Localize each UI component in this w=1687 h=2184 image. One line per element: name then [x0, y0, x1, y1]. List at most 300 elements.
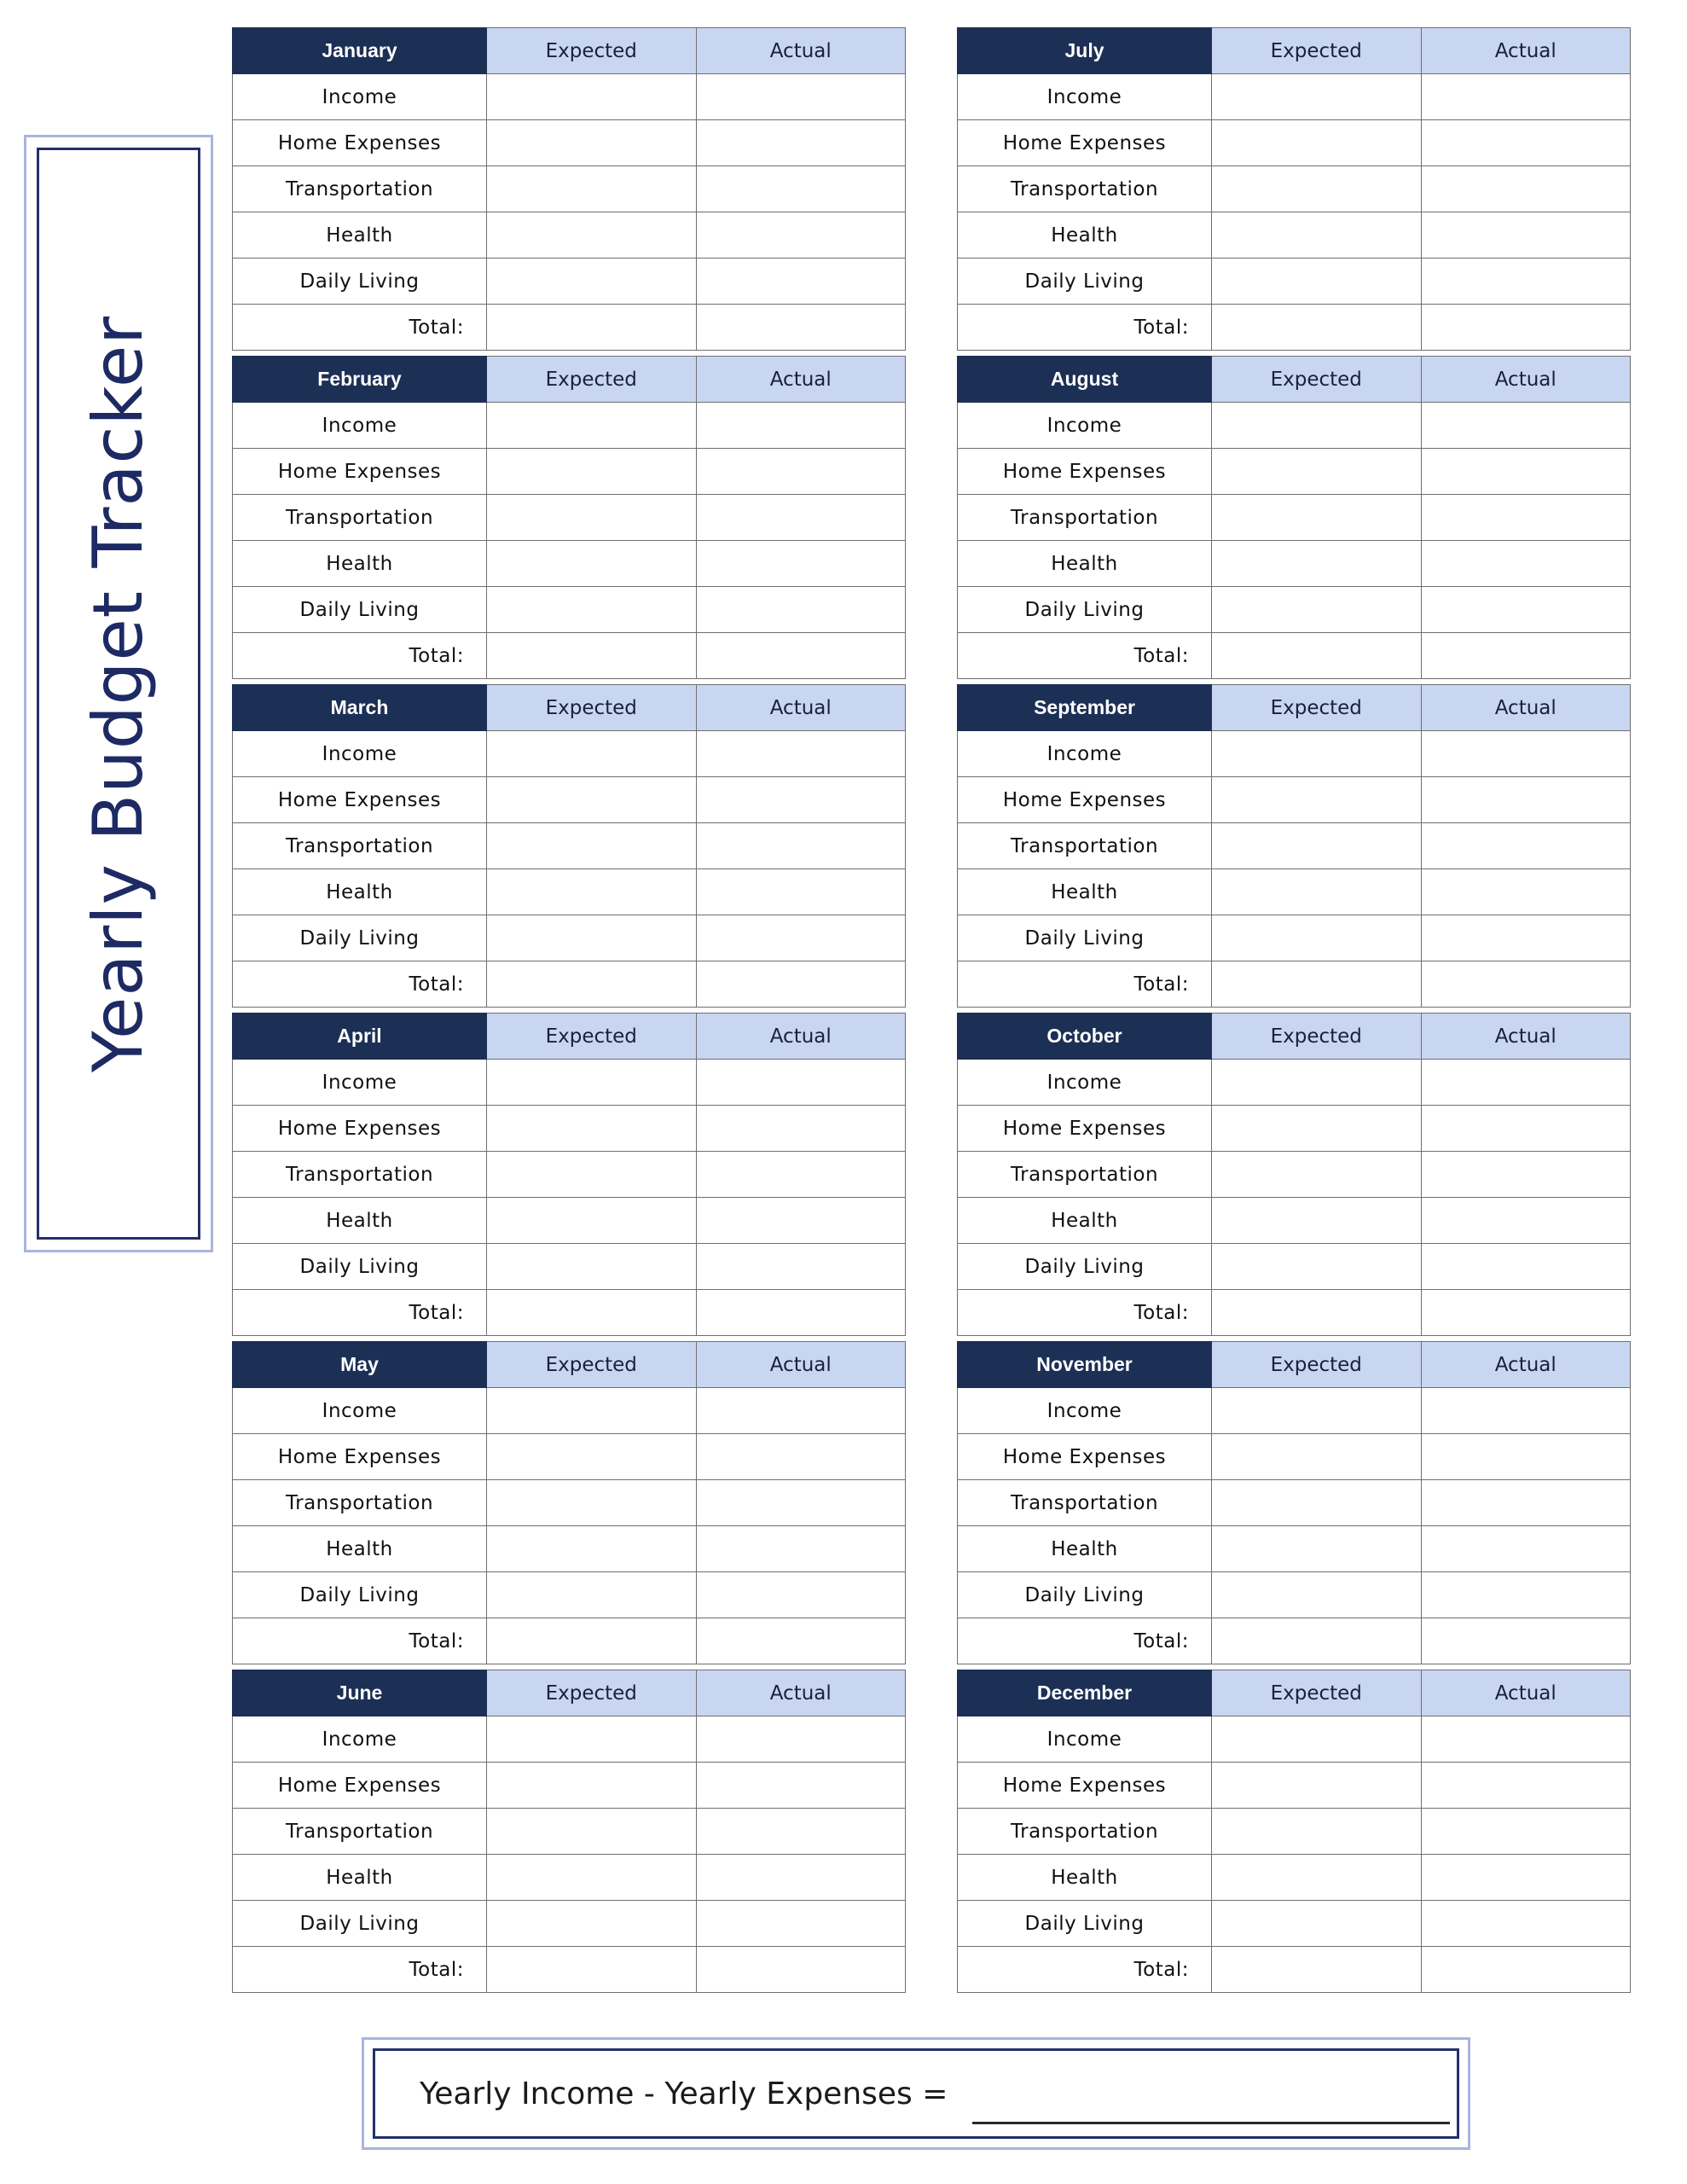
month-header-row: [233, 685, 906, 731]
table-row: [958, 1716, 1631, 1763]
table-row: [958, 166, 1631, 212]
category-label: Home Expenses: [958, 1106, 1212, 1152]
table-row: [233, 1809, 906, 1855]
table-row: [958, 1809, 1631, 1855]
expected-value-cell[interactable]: [1212, 1947, 1422, 1993]
actual-value-cell[interactable]: [696, 1572, 906, 1618]
category-label: Daily Living: [233, 1901, 487, 1947]
category-label: Home Expenses: [958, 1763, 1212, 1809]
expected-value-cell[interactable]: [487, 1152, 697, 1198]
actual-value-cell[interactable]: [696, 1716, 906, 1763]
expected-value-cell[interactable]: [487, 1060, 697, 1106]
actual-value-cell[interactable]: [1421, 1716, 1631, 1763]
expected-column-header: Expected: [1212, 1670, 1422, 1716]
yearly-summary-box: [362, 2037, 1470, 2150]
expected-value-cell[interactable]: [1212, 541, 1422, 587]
category-label: Total:: [958, 1618, 1212, 1664]
actual-column-header: Actual: [1421, 1670, 1631, 1716]
category-label: Health: [958, 212, 1212, 258]
table-row: [233, 1152, 906, 1198]
actual-column-header: Actual: [696, 28, 906, 74]
expected-value-cell[interactable]: [1212, 166, 1422, 212]
expected-value-cell[interactable]: [487, 1106, 697, 1152]
actual-value-cell[interactable]: [696, 166, 906, 212]
category-label: Transportation: [233, 1809, 487, 1855]
expected-value-cell[interactable]: [487, 305, 697, 351]
category-label: Income: [958, 731, 1212, 777]
table-row: [233, 777, 906, 823]
expected-value-cell[interactable]: [1212, 1388, 1422, 1434]
month-table: [957, 1013, 1631, 1336]
actual-value-cell[interactable]: [1421, 1763, 1631, 1809]
actual-value-cell[interactable]: [1421, 166, 1631, 212]
table-row: [233, 305, 906, 351]
expected-value-cell[interactable]: [487, 1434, 697, 1480]
table-row: [233, 1480, 906, 1526]
category-label: Income: [233, 731, 487, 777]
expected-column-header: Expected: [1212, 685, 1422, 731]
month-table: [232, 1670, 906, 1993]
actual-column-header: Actual: [1421, 685, 1631, 731]
actual-value-cell[interactable]: [1421, 915, 1631, 961]
category-label: Daily Living: [233, 1244, 487, 1290]
expected-value-cell[interactable]: [1212, 869, 1422, 915]
actual-value-cell[interactable]: [696, 1198, 906, 1244]
expected-value-cell[interactable]: [1212, 403, 1422, 449]
yearly-summary-formula: Yearly Income - Yearly Expenses =: [420, 2076, 948, 2111]
category-label: Home Expenses: [233, 1434, 487, 1480]
expected-value-cell[interactable]: [487, 1572, 697, 1618]
actual-column-header: Actual: [696, 685, 906, 731]
actual-value-cell[interactable]: [696, 1480, 906, 1526]
actual-value-cell[interactable]: [1421, 258, 1631, 305]
expected-value-cell[interactable]: [487, 961, 697, 1008]
actual-value-cell[interactable]: [1421, 74, 1631, 120]
expected-value-cell[interactable]: [1212, 449, 1422, 495]
expected-value-cell[interactable]: [1212, 823, 1422, 869]
month-name-cell: December: [958, 1670, 1212, 1716]
category-label: Health: [958, 1855, 1212, 1901]
category-label: Health: [233, 212, 487, 258]
expected-value-cell[interactable]: [487, 449, 697, 495]
category-label: Income: [233, 1060, 487, 1106]
category-label: Total:: [958, 633, 1212, 679]
actual-value-cell[interactable]: [696, 74, 906, 120]
month-name-cell: August: [958, 357, 1212, 403]
month-table: [232, 1013, 906, 1336]
table-row: [958, 1152, 1631, 1198]
month-header-row: [958, 685, 1631, 731]
category-label: Transportation: [958, 823, 1212, 869]
actual-value-cell[interactable]: [1421, 1947, 1631, 1993]
expected-value-cell[interactable]: [1212, 212, 1422, 258]
expected-value-cell[interactable]: [1212, 1290, 1422, 1336]
actual-value-cell[interactable]: [696, 1526, 906, 1572]
category-label: Transportation: [958, 495, 1212, 541]
month-table: [957, 27, 1631, 351]
category-label: Transportation: [233, 495, 487, 541]
actual-value-cell[interactable]: [1421, 1901, 1631, 1947]
expected-value-cell[interactable]: [487, 731, 697, 777]
expected-value-cell[interactable]: [487, 1809, 697, 1855]
expected-value-cell[interactable]: [487, 1947, 697, 1993]
category-label: Daily Living: [233, 1572, 487, 1618]
category-label: Health: [958, 869, 1212, 915]
title-banner: [24, 135, 213, 1252]
table-row: [958, 731, 1631, 777]
expected-value-cell[interactable]: [487, 777, 697, 823]
expected-value-cell[interactable]: [1212, 1198, 1422, 1244]
month-table: [232, 1341, 906, 1664]
category-label: Transportation: [958, 166, 1212, 212]
actual-value-cell[interactable]: [696, 120, 906, 166]
expected-value-cell[interactable]: [1212, 587, 1422, 633]
expected-value-cell[interactable]: [1212, 633, 1422, 679]
month-header-row: [233, 28, 906, 74]
expected-value-cell[interactable]: [1212, 1244, 1422, 1290]
table-row: [958, 1106, 1631, 1152]
category-label: Transportation: [233, 166, 487, 212]
expected-column-header: Expected: [1212, 1342, 1422, 1388]
expected-value-cell[interactable]: [487, 1244, 697, 1290]
actual-value-cell[interactable]: [696, 1809, 906, 1855]
actual-value-cell[interactable]: [696, 212, 906, 258]
actual-value-cell[interactable]: [1421, 869, 1631, 915]
actual-value-cell[interactable]: [696, 1152, 906, 1198]
table-row: [233, 587, 906, 633]
expected-value-cell[interactable]: [1212, 1434, 1422, 1480]
actual-value-cell[interactable]: [1421, 1526, 1631, 1572]
month-name-cell: July: [958, 28, 1212, 74]
month-header-row: [958, 1670, 1631, 1716]
expected-column-header: Expected: [487, 1670, 697, 1716]
actual-value-cell[interactable]: [696, 823, 906, 869]
expected-value-cell[interactable]: [1212, 731, 1422, 777]
month-name-cell: April: [233, 1014, 487, 1060]
table-row: [233, 1716, 906, 1763]
table-row: [958, 1388, 1631, 1434]
table-row: [233, 1244, 906, 1290]
expected-value-cell[interactable]: [1212, 777, 1422, 823]
expected-value-cell[interactable]: [1212, 1572, 1422, 1618]
category-label: Income: [233, 403, 487, 449]
table-row: [958, 495, 1631, 541]
table-row: [958, 777, 1631, 823]
expected-value-cell[interactable]: [487, 1618, 697, 1664]
month-name-cell: November: [958, 1342, 1212, 1388]
actual-value-cell[interactable]: [1421, 823, 1631, 869]
actual-value-cell[interactable]: [1421, 541, 1631, 587]
actual-column-header: Actual: [696, 1670, 906, 1716]
month-table: [232, 684, 906, 1008]
actual-column-header: Actual: [1421, 357, 1631, 403]
expected-value-cell[interactable]: [1212, 258, 1422, 305]
expected-value-cell[interactable]: [487, 120, 697, 166]
table-row: [958, 449, 1631, 495]
actual-value-cell[interactable]: [1421, 633, 1631, 679]
table-row: [233, 1901, 906, 1947]
actual-value-cell[interactable]: [1421, 1198, 1631, 1244]
table-row: [958, 403, 1631, 449]
month-table: [232, 356, 906, 679]
category-label: Total:: [233, 1618, 487, 1664]
expected-value-cell[interactable]: [487, 587, 697, 633]
category-label: Total:: [233, 961, 487, 1008]
category-label: Health: [233, 869, 487, 915]
category-label: Income: [233, 74, 487, 120]
expected-value-cell[interactable]: [1212, 915, 1422, 961]
expected-value-cell[interactable]: [487, 74, 697, 120]
table-row: [958, 120, 1631, 166]
month-header-row: [233, 1342, 906, 1388]
actual-value-cell[interactable]: [696, 1060, 906, 1106]
expected-column-header: Expected: [487, 28, 697, 74]
actual-value-cell[interactable]: [696, 587, 906, 633]
actual-value-cell[interactable]: [1421, 1434, 1631, 1480]
table-row: [958, 1434, 1631, 1480]
expected-value-cell[interactable]: [1212, 120, 1422, 166]
actual-value-cell[interactable]: [696, 633, 906, 679]
expected-value-cell[interactable]: [1212, 1526, 1422, 1572]
actual-value-cell[interactable]: [696, 1901, 906, 1947]
table-row: [233, 120, 906, 166]
month-header-row: [233, 1670, 906, 1716]
actual-value-cell[interactable]: [1421, 212, 1631, 258]
expected-value-cell[interactable]: [487, 541, 697, 587]
category-label: Health: [958, 541, 1212, 587]
table-row: [958, 1480, 1631, 1526]
category-label: Total:: [958, 1290, 1212, 1336]
month-table-column-right: [957, 27, 1631, 1993]
actual-value-cell[interactable]: [696, 961, 906, 1008]
actual-column-header: Actual: [696, 357, 906, 403]
actual-value-cell[interactable]: [696, 403, 906, 449]
actual-value-cell[interactable]: [1421, 1480, 1631, 1526]
category-label: Daily Living: [233, 915, 487, 961]
table-row: [958, 1244, 1631, 1290]
expected-value-cell[interactable]: [487, 1526, 697, 1572]
category-label: Income: [233, 1716, 487, 1763]
category-label: Total:: [233, 1947, 487, 1993]
actual-value-cell[interactable]: [1421, 1855, 1631, 1901]
category-label: Home Expenses: [958, 1434, 1212, 1480]
actual-value-cell[interactable]: [1421, 1244, 1631, 1290]
category-label: Income: [958, 74, 1212, 120]
actual-value-cell[interactable]: [1421, 1290, 1631, 1336]
expected-value-cell[interactable]: [487, 1763, 697, 1809]
category-label: Health: [233, 1855, 487, 1901]
actual-value-cell[interactable]: [696, 777, 906, 823]
actual-value-cell[interactable]: [1421, 587, 1631, 633]
category-label: Home Expenses: [233, 120, 487, 166]
month-header-row: [233, 1014, 906, 1060]
table-row: [233, 1060, 906, 1106]
month-header-row: [233, 357, 906, 403]
actual-value-cell[interactable]: [696, 541, 906, 587]
table-row: [958, 1060, 1631, 1106]
category-label: Transportation: [958, 1480, 1212, 1526]
actual-value-cell[interactable]: [1421, 1388, 1631, 1434]
actual-value-cell[interactable]: [1421, 120, 1631, 166]
expected-value-cell[interactable]: [487, 1855, 697, 1901]
table-row: [233, 1290, 906, 1336]
actual-value-cell[interactable]: [696, 1947, 906, 1993]
table-row: [233, 1106, 906, 1152]
category-label: Income: [958, 403, 1212, 449]
actual-value-cell[interactable]: [1421, 403, 1631, 449]
expected-value-cell[interactable]: [1212, 1152, 1422, 1198]
actual-value-cell[interactable]: [696, 495, 906, 541]
month-name-cell: March: [233, 685, 487, 731]
table-row: [958, 1618, 1631, 1664]
actual-value-cell[interactable]: [696, 869, 906, 915]
expected-value-cell[interactable]: [1212, 1809, 1422, 1855]
category-label: Daily Living: [958, 1901, 1212, 1947]
month-header-row: [958, 1342, 1631, 1388]
category-label: Home Expenses: [233, 1106, 487, 1152]
actual-value-cell[interactable]: [696, 1618, 906, 1664]
yearly-summary-answer-line[interactable]: [972, 2122, 1450, 2124]
actual-value-cell[interactable]: [1421, 449, 1631, 495]
expected-value-cell[interactable]: [487, 1290, 697, 1336]
actual-value-cell[interactable]: [1421, 1152, 1631, 1198]
expected-value-cell[interactable]: [1212, 1716, 1422, 1763]
actual-value-cell[interactable]: [696, 1855, 906, 1901]
expected-value-cell[interactable]: [487, 1480, 697, 1526]
table-row: [958, 1855, 1631, 1901]
expected-value-cell[interactable]: [487, 1388, 697, 1434]
month-table: [957, 1341, 1631, 1664]
table-row: [958, 1901, 1631, 1947]
category-label: Income: [233, 1388, 487, 1434]
table-row: [233, 915, 906, 961]
expected-value-cell[interactable]: [487, 915, 697, 961]
expected-value-cell[interactable]: [487, 869, 697, 915]
actual-value-cell[interactable]: [696, 1106, 906, 1152]
actual-value-cell[interactable]: [696, 305, 906, 351]
table-row: [958, 1572, 1631, 1618]
category-label: Home Expenses: [958, 777, 1212, 823]
category-label: Health: [958, 1526, 1212, 1572]
category-label: Daily Living: [233, 587, 487, 633]
actual-value-cell[interactable]: [696, 1244, 906, 1290]
expected-column-header: Expected: [487, 1014, 697, 1060]
expected-column-header: Expected: [1212, 28, 1422, 74]
table-row: [233, 495, 906, 541]
expected-value-cell[interactable]: [487, 166, 697, 212]
actual-value-cell[interactable]: [696, 1290, 906, 1336]
expected-value-cell[interactable]: [487, 212, 697, 258]
table-row: [233, 823, 906, 869]
expected-value-cell[interactable]: [487, 823, 697, 869]
table-row: [958, 869, 1631, 915]
expected-value-cell[interactable]: [487, 1716, 697, 1763]
table-row: [233, 1855, 906, 1901]
actual-value-cell[interactable]: [1421, 961, 1631, 1008]
actual-value-cell[interactable]: [1421, 495, 1631, 541]
table-row: [958, 823, 1631, 869]
actual-value-cell[interactable]: [696, 915, 906, 961]
actual-value-cell[interactable]: [1421, 731, 1631, 777]
actual-value-cell[interactable]: [1421, 1809, 1631, 1855]
table-row: [958, 1947, 1631, 1993]
expected-value-cell[interactable]: [1212, 1480, 1422, 1526]
table-row: [233, 258, 906, 305]
expected-value-cell[interactable]: [1212, 1106, 1422, 1152]
table-row: [958, 305, 1631, 351]
actual-value-cell[interactable]: [1421, 777, 1631, 823]
actual-value-cell[interactable]: [696, 1434, 906, 1480]
expected-value-cell[interactable]: [487, 495, 697, 541]
table-row: [233, 1618, 906, 1664]
expected-column-header: Expected: [487, 685, 697, 731]
yearly-summary-frame: [373, 2048, 1459, 2139]
category-label: Transportation: [958, 1152, 1212, 1198]
table-row: [958, 1763, 1631, 1809]
expected-value-cell[interactable]: [487, 403, 697, 449]
table-row: [233, 961, 906, 1008]
actual-value-cell[interactable]: [1421, 1060, 1631, 1106]
actual-value-cell[interactable]: [696, 449, 906, 495]
month-header-row: [958, 1014, 1631, 1060]
actual-column-header: Actual: [696, 1342, 906, 1388]
table-row: [958, 1198, 1631, 1244]
actual-value-cell[interactable]: [696, 1388, 906, 1434]
category-label: Home Expenses: [233, 449, 487, 495]
table-row: [958, 587, 1631, 633]
expected-value-cell[interactable]: [1212, 1618, 1422, 1664]
actual-value-cell[interactable]: [696, 731, 906, 777]
category-label: Home Expenses: [958, 449, 1212, 495]
category-label: Total:: [958, 1947, 1212, 1993]
month-name-cell: September: [958, 685, 1212, 731]
actual-column-header: Actual: [1421, 1014, 1631, 1060]
table-row: [958, 1526, 1631, 1572]
actual-value-cell[interactable]: [1421, 1572, 1631, 1618]
expected-value-cell[interactable]: [487, 258, 697, 305]
actual-value-cell[interactable]: [696, 1763, 906, 1809]
category-label: Daily Living: [958, 258, 1212, 305]
table-row: [958, 212, 1631, 258]
month-name-cell: October: [958, 1014, 1212, 1060]
table-row: [233, 541, 906, 587]
actual-value-cell[interactable]: [696, 258, 906, 305]
actual-value-cell[interactable]: [1421, 1106, 1631, 1152]
expected-value-cell[interactable]: [1212, 74, 1422, 120]
expected-value-cell[interactable]: [1212, 495, 1422, 541]
table-row: [233, 731, 906, 777]
table-row: [233, 74, 906, 120]
expected-value-cell[interactable]: [487, 1198, 697, 1244]
expected-value-cell[interactable]: [1212, 1763, 1422, 1809]
expected-value-cell[interactable]: [1212, 1901, 1422, 1947]
expected-value-cell[interactable]: [487, 633, 697, 679]
actual-value-cell[interactable]: [1421, 305, 1631, 351]
month-table-column-left: [232, 27, 906, 1993]
actual-value-cell[interactable]: [1421, 1618, 1631, 1664]
expected-value-cell[interactable]: [1212, 1060, 1422, 1106]
expected-value-cell[interactable]: [1212, 1855, 1422, 1901]
table-row: [233, 403, 906, 449]
expected-value-cell[interactable]: [1212, 305, 1422, 351]
expected-value-cell[interactable]: [1212, 961, 1422, 1008]
category-label: Daily Living: [958, 1244, 1212, 1290]
expected-value-cell[interactable]: [487, 1901, 697, 1947]
category-label: Total:: [233, 1290, 487, 1336]
table-row: [958, 541, 1631, 587]
table-row: [958, 633, 1631, 679]
expected-column-header: Expected: [487, 357, 697, 403]
